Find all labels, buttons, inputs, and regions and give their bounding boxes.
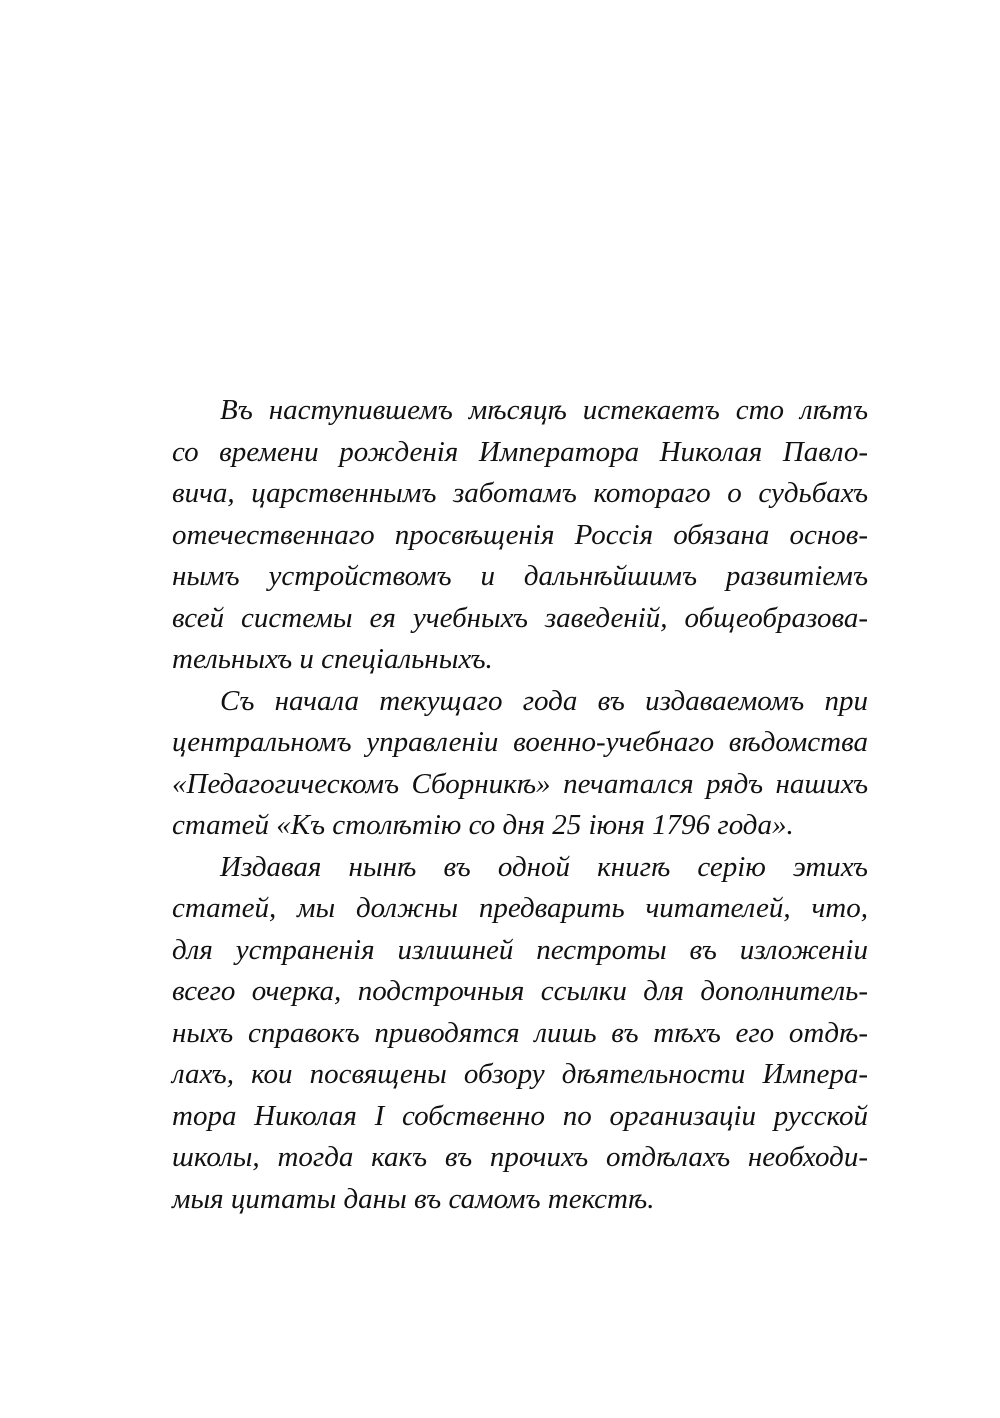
text-line: отечественнаго просвѣщенія Россія обязана основ- [172, 518, 868, 551]
text-line: Издавая нынѣ въ одной книгѣ серію этихъ [220, 850, 868, 883]
text-line: статей, мы должны предварить читателей, что, [172, 892, 868, 924]
text-line: нымъ устройствомъ и дальнѣйшимъ развитіемъ [172, 560, 868, 592]
text-line: всей системы ея учебныхъ заведеній, общеобразова- [172, 601, 868, 634]
text-line: тора Николая I собственно по организаціи русской [172, 1099, 868, 1132]
paragraph-3 [172, 847, 868, 1221]
text-line: статей «Къ столѣтію со дня 25 іюня 1796 года». [172, 809, 794, 841]
text-line: центральномъ управленіи военно-учебнаго вѣдомства [172, 726, 868, 758]
text-line: для устраненія излишней пестроты въ изложеніи [172, 933, 868, 966]
paragraph-1 [172, 390, 868, 681]
text-line: вича, царственнымъ заботамъ котораго о судьбахъ [172, 477, 868, 509]
text-line: «Педагогическомъ Сборникѣ» печатался рядъ нашихъ [172, 767, 868, 800]
body-text [172, 390, 868, 1220]
paragraph-2 [172, 681, 868, 847]
text-line: со времени рожденія Императора Николая Павло- [172, 435, 868, 468]
text-line: лахъ, кои посвящены обзору дѣятельности Импера- [172, 1058, 868, 1090]
text-line: тельныхъ и спеціальныхъ. [172, 643, 493, 675]
text-line: Въ наступившемъ мѣсяцѣ истекаетъ сто лѣтъ [220, 394, 868, 426]
text-line: ныхъ справокъ приводятся лишь въ тѣхъ его отдѣ- [172, 1016, 868, 1049]
text-line: всего очерка, подстрочныя ссылки для дополнитель- [172, 975, 868, 1007]
text-line: школы, тогда какъ въ прочихъ отдѣлахъ необходи- [172, 1141, 868, 1173]
text-line: мыя цитаты даны въ самомъ текстѣ. [172, 1182, 655, 1215]
text-line: Съ начала текущаго года въ издаваемомъ при [220, 684, 868, 717]
